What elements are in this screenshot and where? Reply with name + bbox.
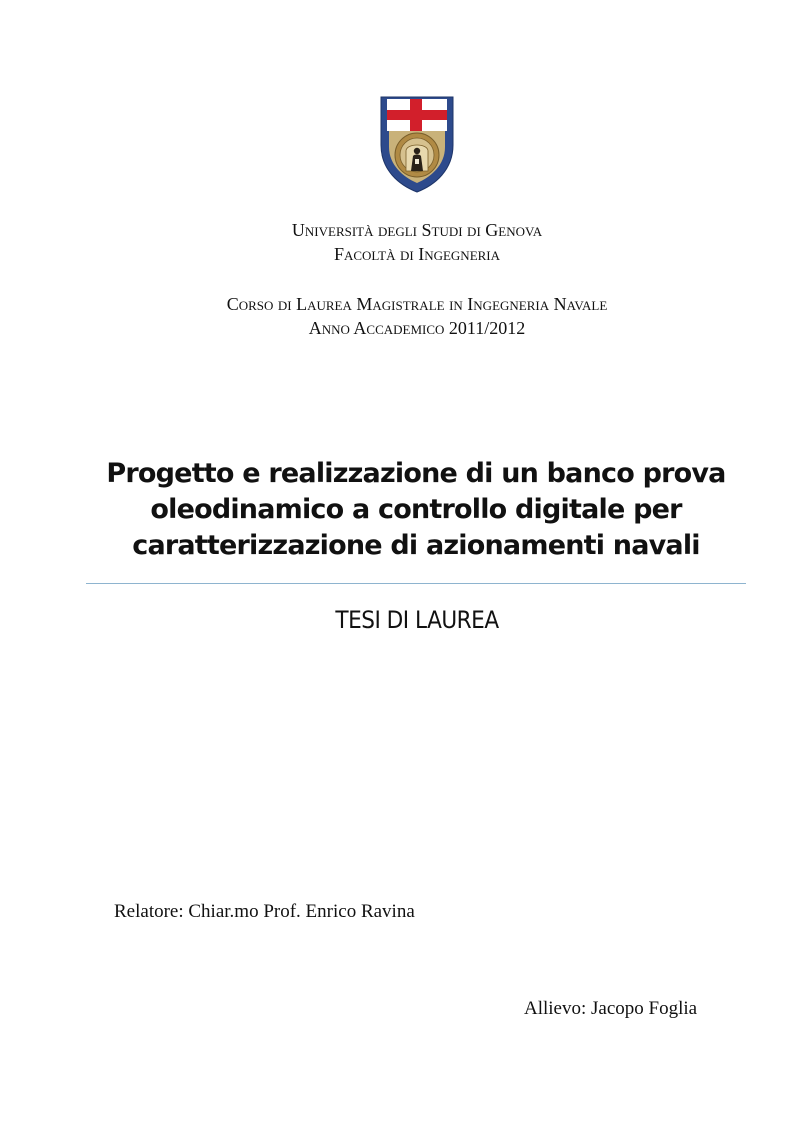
thesis-title [90,456,742,564]
title-divider [86,583,746,584]
document-type: TESI DI LAUREA [335,606,499,634]
course-name: Corso di Laurea Magistrale in Ingegneria Navale [226,294,608,314]
course-header [0,292,794,340]
supervisor: Relatore: Chiar.mo Prof. Enrico Ravina [114,901,415,922]
faculty-name: Facoltà di Ingegneria [333,244,501,264]
university-crest-icon [379,95,455,193]
academic-year: Anno Accademico 2011/2012 [308,318,526,338]
university-header [0,218,794,266]
university-name: Università degli Studi di Genova [291,220,543,240]
student: Allievo: Jacopo Foglia [524,998,698,1019]
thesis-title-line-3: caratterizzazione di azionamenti navali [132,530,700,561]
thesis-title-line-1: Progetto e realizzazione di un banco prova [106,458,726,489]
thesis-title-line-2: oleodinamico a controllo digitale per [150,494,682,525]
